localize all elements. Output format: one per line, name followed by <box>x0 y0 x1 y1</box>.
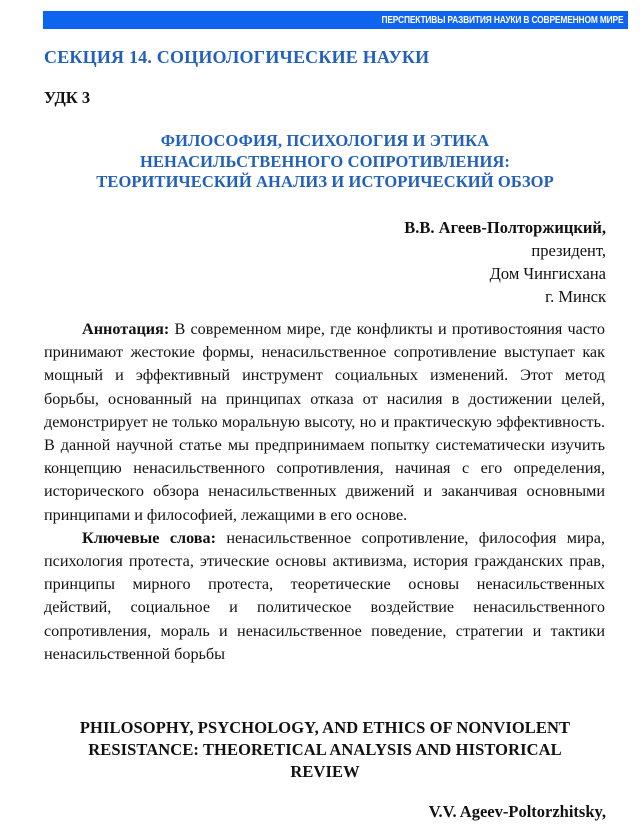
section-heading: СЕКЦИЯ 14. СОЦИОЛОГИЧЕСКИЕ НАУКИ <box>44 47 430 67</box>
article-title-ru-line-1: ФИЛОСОФИЯ, ПСИХОЛОГИЯ И ЭТИКА <box>160 131 490 150</box>
abstract-text: В современном мире, где конфликты и противостояния часто принимают жестокие формы, ненасильственное сопротивление выступает как мощный и эффективный инструмент социальных изменений. Этот метод борьбы, основанный на принципах отказа от насилия в достижении целей, демонстрирует не только моральную высоту, но и практическую эффективность. В данной научной статье мы предпринимаем попытку систематически изучить концепцию ненасильственного сопротивления, начиная с его определения, исторического обзора ненасильственных движений и заканчивая основными принципами и философией, лежащими в его основе. <box>44 320 605 524</box>
author-city-ru: г. Минск <box>545 287 606 306</box>
author-block-ru <box>300 216 606 308</box>
abstract-and-keywords <box>44 318 605 666</box>
keywords-label: Ключевые слова: <box>82 528 216 547</box>
running-header-text: ПЕРСПЕКТИВЫ РАЗВИТИЯ НАУКИ В СОВРЕМЕННОМ МИРЕ <box>381 14 623 26</box>
running-header-banner <box>43 11 628 29</box>
keywords-paragraph <box>44 527 605 666</box>
author-organization-ru: Дом Чингисхана <box>489 264 606 283</box>
article-title-en-line-1: PHILOSOPHY, PSYCHOLOGY, AND ETHICS OF NONVIOLENT <box>79 718 571 737</box>
article-title-en-line-3: REVIEW <box>290 762 360 781</box>
article-title-en <box>44 717 606 783</box>
udk-label: УДК 3 <box>44 88 91 107</box>
article-title-ru <box>44 131 606 193</box>
author-position-ru: президент, <box>531 241 606 260</box>
article-title-en-line-2: RESISTANCE: THEORETICAL ANALYSIS AND HISTORICAL <box>88 740 562 759</box>
abstract-label: Аннотация: <box>82 320 170 338</box>
author-name-en: V.V. Ageev-Poltorzhitsky, <box>428 802 606 821</box>
abstract-paragraph <box>44 318 605 527</box>
keywords-text: ненасильственное сопротивление, философия мира, психология протеста, этические основы активизма, история гражданских прав, принципы мирного протеста, теоретические основы ненасильственных действий, социальное и политическое воздействие ненасильственного сопротивления, мораль и ненасильственное поведение, стратегии и тактики ненасильственной борьбы <box>44 528 605 663</box>
article-title-ru-line-3: ТЕОРИТИЧЕСКИЙ АНАЛИЗ И ИСТОРИЧЕСКИЙ ОБЗОР <box>96 172 554 191</box>
article-title-ru-line-2: НЕНАСИЛЬСТВЕННОГО СОПРОТИВЛЕНИЯ: <box>140 151 510 171</box>
author-name-ru: В.В. Агеев-Полторжицкий, <box>404 218 606 237</box>
